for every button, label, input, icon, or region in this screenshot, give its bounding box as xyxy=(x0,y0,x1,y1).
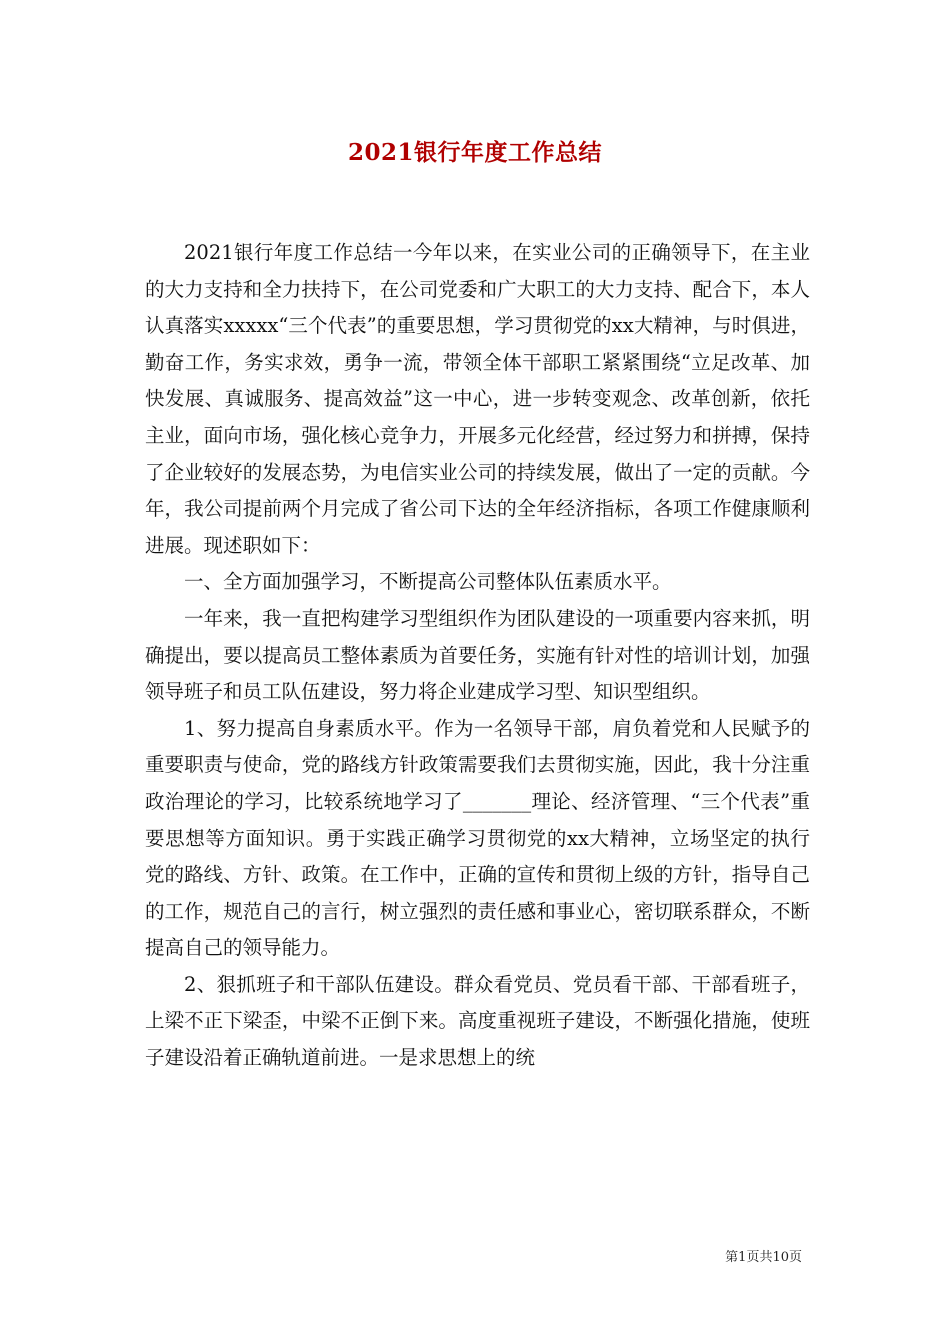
paragraph-learning: 一年来，我一直把构建学习型组织作为团队建设的一项重要内容来抓，明确提出，要以提高员工整体素质为首要任务，实施有针对性的培训计划，加强领导班子和员工队伍建设，努力将企业建成学习型、知识型组织。 xyxy=(145,606,810,704)
paragraph-item-2: 2、狠抓班子和干部队伍建设。群众看党员、党员看干部、干部看班子，上梁不正下梁歪，中梁不正倒下来。高度重视班子建设，不断强化措施，使班子建设沿着正确轨道前进。一是求思想上的统 xyxy=(145,972,810,1070)
paragraph-section-heading: 一、全方面加强学习，不断提高公司整体队伍素质水平。 xyxy=(184,570,672,594)
document-body xyxy=(145,235,810,1077)
document-title: 2021银行年度工作总结 xyxy=(347,139,602,166)
page-number-footer: 第1页共10页 xyxy=(725,1250,802,1265)
paragraph-item-1: 1、努力提高自身素质水平。作为一名领导干部，肩负着党和人民赋予的重要职责与使命，党的路线方针政策需要我们去贯彻实施，因此，我十分注重政治理论的学习，比较系统地学习了_______理论、经济管理、“三个代表”重要思想等方面知识。勇于实践正确学习贯彻党的xx大精神，立场坚定的执行党的路线、方针、政策。在工作中，正确的宣传和贯彻上级的方针，指导自己的工作，规范自己的言行，树立强烈的责任感和事业心，密切联系群众，不断提高自己的领导能力。 xyxy=(145,716,810,960)
paragraph-intro: 2021银行年度工作总结一今年以来，在实业公司的正确领导下，在主业的大力支持和全力扶持下，在公司党委和广大职工的大力支持、配合下，本人认真落实xxxxx“三个代表”的重要思想，学习贯彻党的xx大精神，与时俱进，勤奋工作，务实求效，勇争一流，带领全体干部职工紧紧围绕“立足改革、加快发展、真诚服务、提高效益”这一中心，进一步转变观念、改革创新，依托主业，面向市场，强化核心竞争力，开展多元化经营，经过努力和拼搏，保持了企业较好的发展态势，为电信实业公司的持续发展，做出了一定的贡献。今年，我公司提前两个月完成了省公司下达的全年经济指标，各项工作健康顺利进展。现述职如下： xyxy=(145,241,810,557)
